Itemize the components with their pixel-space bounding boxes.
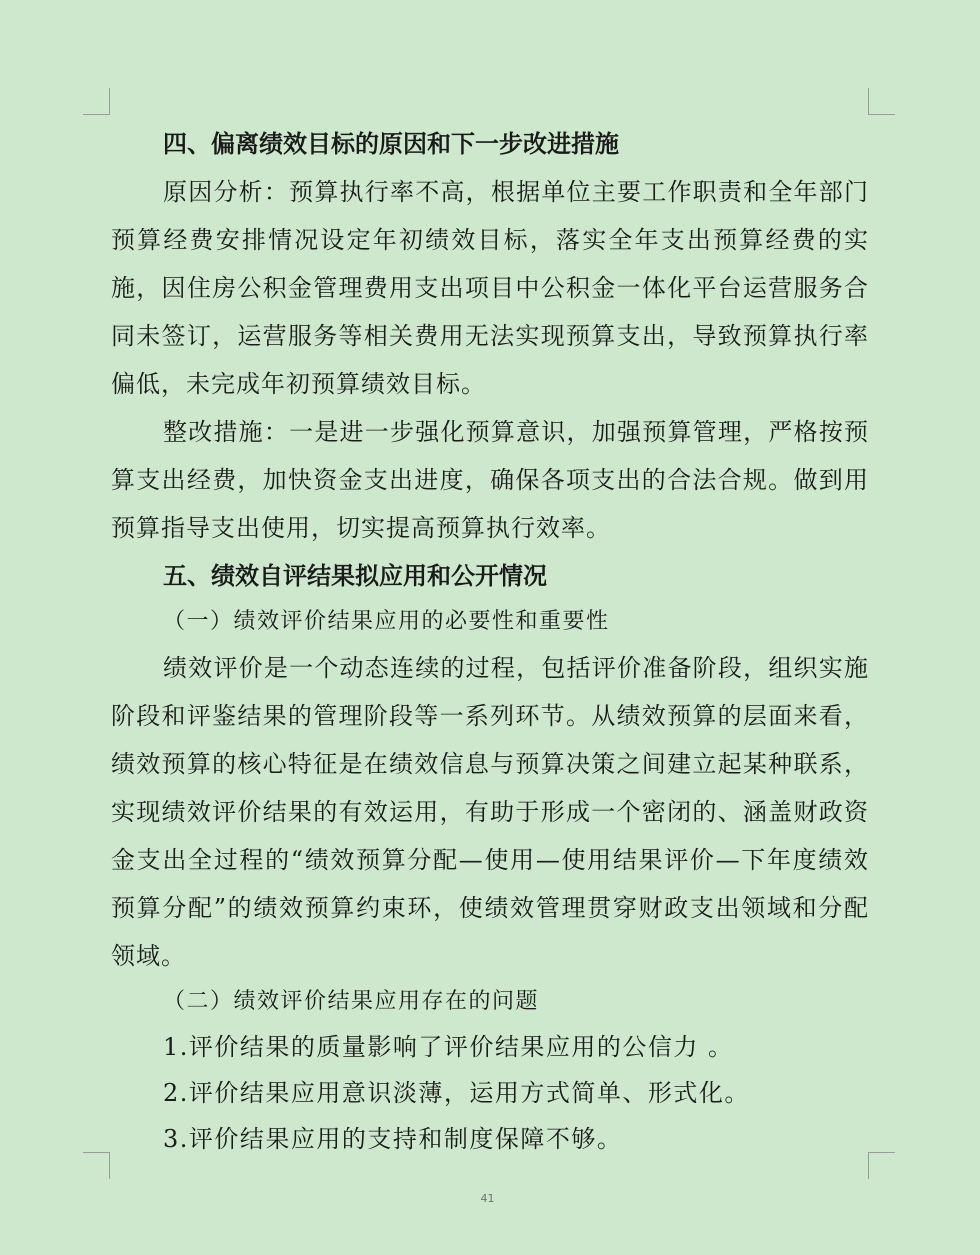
- margin-mark-top-right: [868, 88, 895, 115]
- improvement-measures-paragraph: 整改措施：一是进一步强化预算意识，加强预算管理，严格按预算支出经费，加快资金支出进度，确保各项支出的合法合规。做到用预算指导支出使用，切实提高预算执行效率。: [111, 418, 869, 542]
- problem-item-2: 2.评价结果应用意识淡薄，运用方式简单、形式化。: [163, 1079, 750, 1107]
- subsection-1-heading: （一）绩效评价结果应用的必要性和重要性: [163, 609, 610, 634]
- subsection-2-heading: （二）绩效评价结果应用存在的问题: [163, 989, 540, 1014]
- page-body: [111, 120, 869, 1162]
- problem-item-1: 1.评价结果的质量影响了评价结果应用的公信力 。: [163, 1033, 734, 1061]
- problem-item-3: 3.评价结果应用的支持和制度保障不够。: [163, 1125, 623, 1153]
- evaluation-application-paragraph: 绩效评价是一个动态连续的过程，包括评价准备阶段，组织实施阶段和评鉴结果的管理阶段等一系列环节。从绩效预算的层面来看，绩效预算的核心特征是在绩效信息与预算决策之间建立起某种联系，实现绩效评价结果的有效运用，有助于形成一个密闭的、涵盖财政资金支出全过程的“绩效预算分配—使用—使用结果评价—下年度绩效预算分配”的绩效预算约束环，使绩效管理贯穿财政支出领域和分配领域。: [111, 654, 869, 970]
- margin-mark-bottom-left: [83, 1152, 110, 1179]
- cause-analysis-paragraph: 原因分析：预算执行率不高，根据单位主要工作职责和全年部门预算经费安排情况设定年初绩效目标，落实全年支出预算经费的实施，因住房公积金管理费用支出项目中公积金一体化平台运营服务合同未签订，运营服务等相关费用无法实现预算支出，导致预算执行率偏低，未完成年初预算绩效目标。: [111, 178, 869, 398]
- page-number: 41: [480, 1192, 495, 1205]
- section-5-heading: 五、绩效自评结果拟应用和公开情况: [163, 562, 547, 590]
- margin-mark-bottom-right: [868, 1152, 895, 1179]
- margin-mark-top-left: [83, 88, 110, 115]
- section-4-heading: 四、偏离绩效目标的原因和下一步改进措施: [163, 130, 619, 158]
